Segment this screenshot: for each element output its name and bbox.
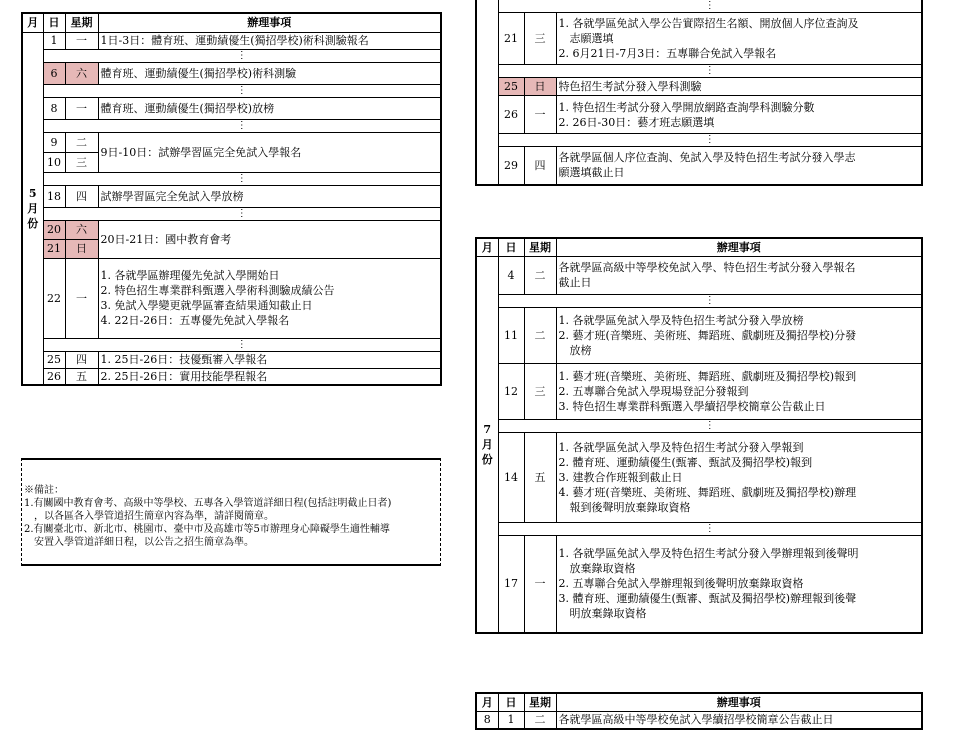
event-cell: [556, 363, 922, 419]
june-schedule-table: [475, 0, 923, 186]
remarks-line: 2.有關臺北市、新北市、桃園市、臺中市及高雄市等5市辦理身心障礙學生適性輔導: [24, 524, 390, 535]
header-day: 日: [498, 693, 524, 711]
day-cell: 17: [498, 535, 524, 633]
event-cell: [556, 307, 922, 363]
event-line: 1. 特色招生考試分發入學開放網路查詢學科測驗分數: [558, 100, 815, 114]
event-line: 1. 各就學區免試入學及特色招生考試分發入學報到: [558, 440, 804, 454]
ellipsis-row: [476, 65, 922, 78]
may-schedule-table: [21, 12, 442, 386]
weekday-cell: 四: [65, 185, 98, 207]
day-cell: 26: [498, 96, 524, 134]
header-day: 日: [498, 238, 524, 256]
event-line: 3. 免試入學變更就學區審查結果通知截止日: [100, 299, 313, 312]
weekday-cell: 二: [524, 256, 556, 294]
weekday-cell: 二: [65, 132, 98, 152]
event-line: 4. 22日-26日：五專優先免試入學報名: [100, 314, 290, 327]
day-cell: 6: [43, 62, 65, 84]
event-line: 2. 特色招生專業群科甄選入學術科測驗成績公告: [100, 284, 335, 297]
table-row: [22, 220, 441, 239]
event-line: 2. 五專聯合免試入學現場登記分發報到: [558, 384, 749, 398]
weekday-cell: 二: [524, 307, 556, 363]
day-cell: 10: [43, 152, 65, 172]
table-row: [22, 351, 441, 368]
day-cell: 29: [498, 147, 524, 185]
table-row: [22, 32, 441, 49]
weekday-cell: 三: [524, 13, 556, 65]
table-row: [22, 368, 441, 385]
ellipsis-row: [476, 294, 922, 307]
ellipsis-row: [22, 49, 441, 62]
month-label-july: [476, 256, 498, 633]
event-line: 2. 6月21日-7月3日：五專聯合免試入學報名: [558, 47, 777, 60]
event-line: 1. 各就學區免試入學公告實際招生名額、開放個人序位查詢及: [558, 17, 859, 30]
ellipsis-row: [22, 119, 441, 132]
ellipsis-row: [22, 207, 441, 220]
august-schedule-table: [475, 692, 923, 730]
day-cell: 11: [498, 307, 524, 363]
header-weekday: 星期: [524, 693, 556, 711]
table-row: [476, 363, 922, 419]
table-row: [476, 256, 922, 294]
table-row: [476, 307, 922, 363]
event-line: 2. 26日-30日：藝才班志願選填: [558, 115, 715, 129]
ellipsis-row: [476, 134, 922, 147]
event-line: 3. 特色招生專業群科甄選入學續招學校簡章公告截止日: [558, 399, 826, 413]
ellipsis-row: [22, 338, 441, 351]
header-event: 辦理事項: [556, 693, 922, 711]
event-line: 報到後聲明放棄錄取資格: [558, 500, 691, 514]
event-line: 2. 體育班、運動績優生(甄審、甄試及獨招學校)報到: [558, 455, 813, 469]
event-cell: 體育班、運動績優生(獨招學校)放榜: [98, 97, 441, 119]
weekday-cell: 三: [65, 152, 98, 172]
event-cell: [556, 256, 922, 294]
table-row: [22, 62, 441, 84]
event-line: 1. 各就學區免試入學及特色招生考試分發入學放榜: [558, 313, 804, 327]
event-cell: 9日-10日：試辦學習區完全免試入學報名: [98, 132, 441, 172]
table-header-row: [22, 13, 441, 32]
weekday-cell: 五: [524, 432, 556, 522]
weekday-cell: 三: [524, 363, 556, 419]
month-suffix: 份: [481, 452, 493, 466]
day-cell: 1: [498, 711, 524, 729]
ellipsis: ⋮: [498, 294, 922, 307]
ellipsis-row: [476, 522, 922, 535]
table-row: [476, 78, 922, 96]
weekday-cell: 一: [65, 32, 98, 49]
header-event: 辦理事項: [98, 13, 441, 32]
event-line: 2. 五專聯合免試入學辦理報到後聲明放棄錄取資格: [558, 577, 804, 591]
ellipsis: ⋮: [43, 207, 441, 220]
table-row: [476, 96, 922, 134]
event-cell: [98, 258, 441, 338]
weekday-cell: 四: [65, 351, 98, 368]
event-cell: [556, 13, 922, 65]
event-cell: 體育班、運動績優生(獨招學校)術科測驗: [98, 62, 441, 84]
event-cell: [556, 96, 922, 134]
weekday-cell: 六: [65, 62, 98, 84]
day-cell: 18: [43, 185, 65, 207]
event-line: 2. 藝才班(音樂班、美術班、舞蹈班、戲劇班及獨招學校)分發: [558, 328, 857, 342]
header-month: 月: [22, 13, 43, 32]
ellipsis: ⋮: [498, 522, 922, 535]
table-row: [476, 13, 922, 65]
event-cell: 1. 25日-26日：技優甄審入學報名: [98, 351, 441, 368]
weekday-cell: 一: [65, 97, 98, 119]
event-line: 各就學區高級中等學校免試入學、特色招生考試分發入學報名: [558, 261, 856, 274]
ellipsis-row: [476, 0, 922, 13]
ellipsis: ⋮: [498, 134, 922, 147]
header-month: 月: [476, 693, 498, 711]
event-line: 3. 體育班、運動績優生(甄審、甄試及獨招學校)辦理報到後聲: [558, 592, 857, 606]
event-line: 放棄錄取資格: [558, 562, 636, 576]
day-cell: 8: [43, 97, 65, 119]
event-cell: [556, 535, 922, 633]
remarks-line: ，以各區各入學管道招生簡章內容為準，請詳閱簡章。: [24, 511, 274, 522]
ellipsis-row: [22, 172, 441, 185]
ellipsis: ⋮: [43, 49, 441, 62]
table-row: [476, 147, 922, 185]
event-cell: 試辦學習區完全免試入學放榜: [98, 185, 441, 207]
event-line: 4. 藝才班(音樂班、美術班、舞蹈班、戲劇班及獨招學校)辦理: [558, 485, 857, 499]
table-row: [476, 432, 922, 522]
day-cell: 25: [43, 351, 65, 368]
day-cell: 4: [498, 256, 524, 294]
event-cell: 1日-3日：體育班、運動績優生(獨招學校)術科測驗報名: [98, 32, 441, 49]
table-row: [22, 132, 441, 152]
day-cell: 21: [498, 13, 524, 65]
ellipsis: ⋮: [498, 0, 922, 13]
table-row: [22, 258, 441, 338]
header-weekday: 星期: [65, 13, 98, 32]
event-cell: 20日-21日：國中教育會考: [98, 220, 441, 258]
event-cell: [556, 432, 922, 522]
table-row: [22, 185, 441, 207]
day-cell: 26: [43, 368, 65, 385]
weekday-cell: 一: [65, 258, 98, 338]
month-char: 月: [27, 201, 39, 215]
weekday-cell: 四: [524, 147, 556, 185]
month-char: 月: [481, 437, 493, 451]
event-line: 3. 建教合作班報到截止日: [558, 470, 683, 484]
weekday-cell: 六: [65, 220, 98, 239]
july-schedule-table: [475, 237, 923, 634]
table-row: [22, 97, 441, 119]
ellipsis-row: [22, 84, 441, 97]
month-number: 7: [483, 422, 492, 436]
event-line: 1. 各就學區免試入學及特色招生考試分發入學辦理報到後聲明: [558, 547, 859, 561]
ellipsis: ⋮: [43, 338, 441, 351]
weekday-cell: 二: [524, 711, 556, 729]
day-cell: 12: [498, 363, 524, 419]
remarks-line: 安置入學管道詳細日程，以公告之招生簡章為準。: [24, 537, 254, 548]
table-row: [476, 711, 922, 729]
weekday-cell: 日: [65, 239, 98, 258]
day-cell: 9: [43, 132, 65, 152]
day-cell: 25: [498, 78, 524, 96]
event-cell: [556, 147, 922, 185]
ellipsis: ⋮: [43, 84, 441, 97]
day-cell: 21: [43, 239, 65, 258]
ellipsis: ⋮: [498, 419, 922, 432]
month-label-may: [22, 32, 43, 385]
event-line: 1. 藝才班(音樂班、美術班、舞蹈班、戲劇班及獨招學校)報到: [558, 369, 857, 383]
day-cell: 14: [498, 432, 524, 522]
weekday-cell: 五: [65, 368, 98, 385]
ellipsis: ⋮: [43, 119, 441, 132]
event-line: 願選填截止日: [558, 166, 625, 180]
weekday-cell: 日: [524, 78, 556, 96]
header-day: 日: [43, 13, 65, 32]
month-cell: 8: [476, 711, 498, 729]
day-cell: 1: [43, 32, 65, 49]
remarks-box: [21, 458, 441, 566]
header-weekday: 星期: [524, 238, 556, 256]
table-header-row: [476, 238, 922, 256]
event-cell: 各就學區高級中等學校免試入學續招學校簡章公告截止日: [556, 711, 922, 729]
header-month: 月: [476, 238, 498, 256]
day-cell: 20: [43, 220, 65, 239]
weekday-cell: 一: [524, 96, 556, 134]
remarks-line: 1.有關國中教育會考、高級中等學校、五專各入學管道詳細日程(包括註明截止日者): [24, 498, 392, 509]
header-event: 辦理事項: [556, 238, 922, 256]
event-line: 各就學區個人序位查詢、免試入學及特色招生考試分發入學志: [558, 151, 856, 165]
event-line: 志願選填: [558, 32, 614, 45]
event-line: 放榜: [558, 343, 592, 357]
weekday-cell: 一: [524, 535, 556, 633]
month-cell-june: [476, 0, 498, 185]
event-line: 1. 各就學區辦理優先免試入學開始日: [100, 269, 280, 282]
event-line: 截止日: [558, 276, 592, 289]
ellipsis-row: [476, 419, 922, 432]
ellipsis: ⋮: [498, 65, 922, 78]
table-header-row: [476, 693, 922, 711]
remarks-title: ※備註：: [24, 485, 64, 496]
ellipsis: ⋮: [43, 172, 441, 185]
day-cell: 22: [43, 258, 65, 338]
month-suffix: 份: [27, 216, 39, 230]
event-cell: 特色招生考試分發入學科測驗: [556, 78, 922, 96]
event-line: 明放棄錄取資格: [558, 607, 647, 621]
month-number: 5: [28, 186, 37, 200]
event-cell: 2. 25日-26日：實用技能學程報名: [98, 368, 441, 385]
table-row: [476, 535, 922, 633]
